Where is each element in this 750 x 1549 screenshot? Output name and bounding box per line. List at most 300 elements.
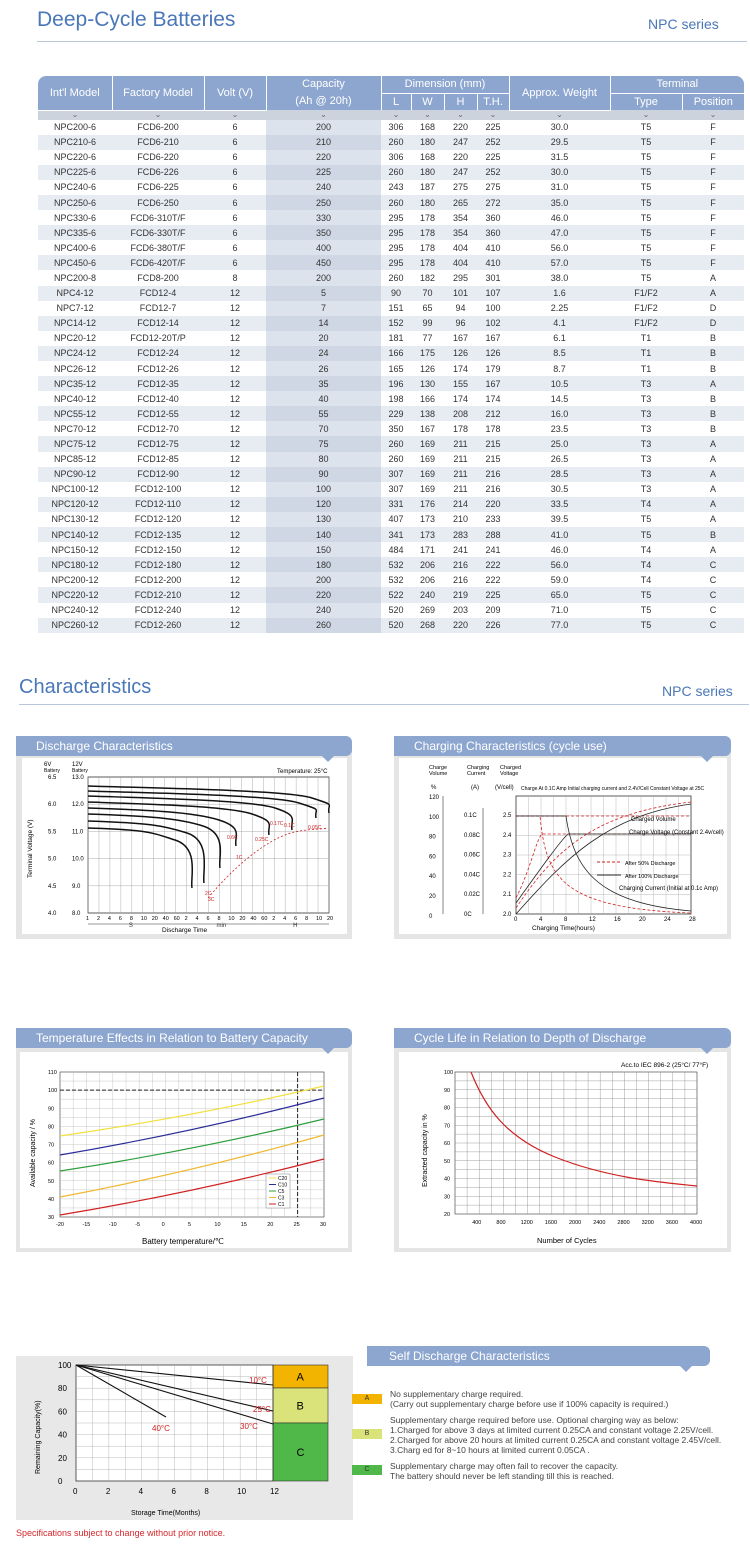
col-h: H	[444, 93, 477, 110]
x-tick: 6	[206, 916, 210, 922]
chevron-down-icon: ⌄	[392, 109, 400, 119]
unit-label: S	[128, 923, 133, 929]
sort-arrow-row	[38, 110, 744, 120]
x-tick: 4	[195, 916, 199, 922]
table-cell: 173	[419, 514, 436, 525]
zone-label: B	[296, 1400, 304, 1413]
table-row	[38, 346, 744, 361]
temperature-xlabel: Battery temperature/℃	[142, 1237, 224, 1246]
table-cell: D	[682, 316, 744, 331]
table-cell: 220	[452, 122, 469, 133]
y-tick-12v: 9.0	[72, 883, 81, 890]
table-cell: 178	[419, 242, 436, 253]
y-tick-12v: 8.0	[72, 911, 81, 917]
table-cell: 212	[477, 406, 509, 421]
table-cell: 30.0	[550, 122, 569, 133]
table-cell: T3	[610, 467, 682, 482]
table-cell: 252	[477, 135, 509, 150]
table-cell: 180	[411, 165, 444, 180]
table-cell: FCD12-135	[112, 527, 204, 542]
table-cell: 6.1	[553, 333, 566, 344]
table-cell: 295	[381, 225, 411, 240]
x-tick: 28	[689, 917, 696, 923]
table-cell: T3	[640, 393, 652, 404]
note-c-1: Supplementary charge may often fail to recover the capacity.	[390, 1461, 619, 1471]
table-cell: 100	[485, 303, 501, 314]
table-cell: 196	[381, 376, 411, 391]
table-cell: FCD12-90	[112, 467, 204, 482]
table-cell: 77	[422, 333, 433, 344]
table-cell: 152	[381, 316, 411, 331]
col-capacity-sub: (Ah @ 20h)	[266, 93, 381, 110]
table-cell: 209	[485, 605, 501, 616]
x-tick: 10	[228, 916, 235, 922]
table-cell: T5	[610, 135, 682, 150]
table-cell: 532	[388, 574, 404, 585]
y-tick: 60	[444, 1141, 451, 1147]
unit-percent: %	[431, 785, 437, 791]
table-cell: 5	[266, 286, 381, 301]
table-cell: 12	[229, 605, 240, 616]
table-cell: 269	[419, 605, 436, 616]
table-cell: 260	[266, 618, 381, 633]
table-row	[38, 603, 744, 618]
table-cell: A	[710, 272, 717, 283]
table-cell: FCD12-26	[137, 363, 179, 374]
table-cell: FCD6-226	[112, 165, 204, 180]
x-tick: 40	[250, 916, 257, 922]
chevron-down-icon: ⌄	[320, 109, 327, 119]
y-tick: 90	[444, 1087, 451, 1094]
table-cell: T4	[610, 557, 682, 572]
table-cell: 175	[411, 346, 444, 361]
table-cell: F	[710, 152, 716, 163]
table-cell: 96	[444, 316, 477, 331]
table-cell: 520	[388, 605, 404, 616]
col-dimension: Dimension (mm)	[381, 76, 509, 93]
table-cell: 180	[411, 195, 444, 210]
x-tick: 4	[539, 917, 543, 923]
table-cell: 241	[452, 544, 469, 555]
temperature-chart-area	[20, 1052, 348, 1248]
badge-a: A	[352, 1394, 382, 1404]
y-tick-volume: 0	[429, 913, 433, 920]
table-cell: T4	[640, 574, 652, 585]
table-cell: 229	[381, 406, 411, 421]
cycle-tab: Cycle Life in Relation to Depth of Discharge	[394, 1028, 731, 1048]
discharge-curve	[88, 821, 204, 883]
table-cell: 31.0	[550, 182, 569, 193]
table-cell: FCD12-260	[112, 618, 204, 633]
table-cell: 307	[388, 484, 404, 495]
spec-table	[38, 76, 744, 633]
header-charge: Charge	[429, 765, 448, 771]
table-cell: FCD6-210	[112, 135, 204, 150]
table-cell: 99	[411, 316, 444, 331]
table-cell: 200	[266, 572, 381, 587]
self-xlabel: Storage Time(Months)	[131, 1510, 201, 1517]
table-cell: T1	[610, 346, 682, 361]
table-cell: A	[710, 484, 717, 495]
x-tick: 6	[294, 916, 298, 922]
table-cell: 12	[204, 436, 266, 451]
table-cell: 30.0	[509, 165, 610, 180]
temp-label: 10°C	[249, 1376, 267, 1385]
table-cell: T3	[640, 484, 652, 495]
table-cell: 520	[381, 618, 411, 633]
x-tick: 10	[316, 916, 323, 922]
table-cell: A	[682, 467, 744, 482]
x-tick: 0	[73, 1487, 78, 1496]
curve-label: 0.05C	[308, 825, 322, 831]
table-cell: 215	[477, 436, 509, 451]
table-cell: FCD12-200	[134, 574, 182, 585]
chevron-down-icon: ⌄	[231, 109, 239, 119]
table-cell: T5	[610, 165, 682, 180]
x-tick: 2000	[569, 1220, 582, 1226]
table-cell: 12	[229, 303, 240, 314]
table-cell: 247	[444, 135, 477, 150]
table-cell: 6	[232, 182, 238, 193]
table-cell: B	[710, 423, 717, 434]
table-cell: NPC220-6	[53, 152, 97, 163]
table-row	[38, 120, 744, 135]
y-tick-voltage: 2.3	[503, 852, 512, 859]
cycle-ylabel: Extracted capacity in %	[422, 1114, 429, 1187]
table-cell: 252	[477, 165, 509, 180]
x-tick: 1	[86, 916, 90, 922]
x-tick: -5	[135, 1222, 141, 1228]
unit-label: H	[293, 923, 298, 929]
series-label: NPC series	[648, 16, 719, 32]
col-weight: Approx. Weight	[509, 76, 610, 110]
discharge-tab: Discharge Characteristics	[16, 736, 352, 756]
table-cell: 307	[381, 467, 411, 482]
page-title: Deep-Cycle Batteries	[37, 8, 236, 31]
table-cell: 12	[229, 423, 240, 434]
x-tick: 4	[107, 916, 111, 922]
table-cell: 65.0	[509, 587, 610, 602]
x-tick: 6	[118, 916, 122, 922]
label-12v: 12V	[72, 762, 83, 768]
table-cell: 138	[411, 406, 444, 421]
table-cell: 220	[477, 497, 509, 512]
table-cell: 295	[452, 272, 469, 283]
table-cell: T5	[640, 212, 652, 223]
chevron-down-icon: ⌄	[489, 109, 497, 119]
table-cell: 1.6	[509, 286, 610, 301]
temp-label: 40°C	[152, 1424, 170, 1433]
table-cell: 12	[229, 454, 240, 465]
discharge-curve	[88, 791, 316, 818]
table-cell: 4.1	[509, 316, 610, 331]
table-cell: B	[710, 363, 717, 374]
curve-label: 0.25C	[255, 837, 269, 843]
x-tick: 6	[171, 1487, 176, 1496]
table-cell: 225	[266, 165, 381, 180]
header-current: Current	[467, 771, 486, 777]
badge-c: C	[352, 1465, 382, 1475]
table-cell: 12	[204, 557, 266, 572]
table-cell: 165	[388, 363, 404, 374]
y-tick: 70	[444, 1123, 451, 1130]
table-cell: 400	[266, 240, 381, 255]
table-cell: T5	[610, 618, 682, 633]
temp-label: 25°C	[253, 1405, 271, 1414]
table-cell: A	[682, 436, 744, 451]
table-cell: T5	[610, 225, 682, 240]
table-cell: 215	[485, 454, 501, 465]
table-cell: 24	[266, 346, 381, 361]
table-cell: 176	[411, 497, 444, 512]
table-cell: 12	[204, 587, 266, 602]
table-cell: B	[710, 393, 717, 404]
table-cell: 169	[419, 484, 436, 495]
table-cell: FCD12-20T/P	[130, 333, 186, 344]
y-tick-6v: 6.5	[48, 775, 57, 781]
table-cell: 243	[388, 182, 404, 193]
note-b-2: 1.Charged for above 3 days at limited current 0.25CA and constant voltage 2.25V/cell.	[390, 1425, 714, 1435]
badge-b: B	[352, 1429, 382, 1439]
table-cell: 268	[411, 618, 444, 633]
table-cell: A	[682, 286, 744, 301]
table-cell: 233	[485, 514, 501, 525]
table-cell: FCD12-14	[112, 316, 204, 331]
table-cell: 12	[204, 467, 266, 482]
table-cell: 23.5	[550, 423, 569, 434]
table-cell: FCD6-330T/F	[112, 225, 204, 240]
zone-label: C	[296, 1447, 305, 1459]
x-tick: 10	[214, 1222, 221, 1228]
table-cell: 167	[452, 333, 469, 344]
table-cell: 220	[444, 618, 477, 633]
y-tick-current: 0.06C	[464, 852, 481, 859]
temperature-chart	[20, 1052, 348, 1248]
y-tick: 20	[444, 1212, 451, 1218]
y-tick-6v: 4.0	[48, 911, 57, 917]
y-tick: 40	[58, 1430, 67, 1440]
self-ylabel: Remaining Capacity(%)	[35, 1400, 42, 1474]
table-row	[38, 527, 744, 542]
table-cell: 29.5	[509, 135, 610, 150]
table-cell: 100	[266, 482, 381, 497]
charging-note: Charge At 0.1C Amp Initial charging current and 2.4V/Cell Constant Voltage at 25C	[521, 786, 705, 792]
table-cell: T5	[610, 255, 682, 270]
x-tick: 10	[237, 1487, 247, 1496]
table-cell: B	[682, 527, 744, 542]
table-cell: T5	[610, 195, 682, 210]
chevron-down-icon: ⌄	[424, 109, 431, 119]
table-cell: 210	[266, 135, 381, 150]
table-cell: T5	[640, 152, 652, 163]
table-cell: NPC240-6	[53, 182, 97, 193]
table-cell: 57.0	[509, 255, 610, 270]
table-cell: FCD12-240	[134, 605, 182, 616]
table-cell: 225	[485, 152, 501, 163]
table-cell: 220	[266, 150, 381, 165]
table-cell: 532	[381, 557, 411, 572]
y-tick: 20	[58, 1453, 67, 1463]
legend-label: C3	[278, 1195, 285, 1202]
table-cell: 71.0	[550, 605, 569, 616]
y-tick-6v: 5.5	[48, 829, 57, 836]
legend-100: After 100% Discharge	[625, 874, 679, 880]
table-cell: T3	[610, 406, 682, 421]
table-cell: 211	[453, 484, 468, 495]
table-cell: FCD12-75	[112, 436, 204, 451]
cycle-chart	[399, 1052, 727, 1248]
x-tick: 12	[589, 917, 596, 923]
table-cell: 107	[477, 286, 509, 301]
table-cell: 214	[444, 497, 477, 512]
discharge-ylabel: Terminal Voltage (V)	[27, 819, 34, 878]
table-cell: 206	[419, 574, 436, 585]
table-cell: 187	[419, 182, 436, 193]
legend-label: C20	[278, 1176, 288, 1182]
table-row	[38, 512, 744, 527]
table-cell: 407	[388, 514, 404, 525]
self-discharge-chart	[16, 1356, 353, 1520]
table-cell: 306	[388, 152, 404, 163]
table-cell: 77.0	[509, 618, 610, 633]
table-cell: 350	[388, 423, 404, 434]
y-tick: 40	[48, 1196, 55, 1203]
table-cell: 260	[381, 165, 411, 180]
table-cell: NPC7-12	[56, 303, 94, 314]
table-cell: 12	[229, 514, 240, 525]
table-cell: 12	[229, 484, 240, 495]
self-discharge-tab: Self Discharge Characteristics	[367, 1346, 710, 1366]
y-tick: 30	[444, 1194, 451, 1201]
discharge-xlabel: Discharge Time	[162, 927, 208, 934]
table-cell: 12	[204, 316, 266, 331]
table-row	[38, 572, 744, 587]
table-cell: 155	[444, 376, 477, 391]
table-cell: 126	[477, 346, 509, 361]
y-tick-volume: 100	[429, 814, 440, 821]
x-tick: 40	[162, 916, 169, 922]
table-cell: 6	[204, 255, 266, 270]
discharge-curve	[88, 796, 292, 830]
table-cell: NPC55-12	[38, 406, 112, 421]
table-cell: 260	[381, 436, 411, 451]
table-row	[38, 587, 744, 602]
table-cell: 174	[452, 393, 469, 404]
table-cell: 220	[452, 152, 469, 163]
table-cell: 288	[477, 527, 509, 542]
y-tick-6v: 6.0	[48, 802, 57, 809]
table-cell: FCD6-310T/F	[130, 212, 186, 223]
x-tick: -20	[56, 1222, 64, 1228]
table-cell: 295	[388, 242, 404, 253]
table-cell: 6	[232, 152, 238, 163]
table-cell: 30.5	[550, 484, 569, 495]
table-cell: F	[710, 182, 716, 193]
header-divider	[37, 41, 747, 42]
header-voltage: Voltage	[500, 771, 519, 777]
table-cell: NPC85-12	[53, 454, 97, 465]
y-tick: 90	[48, 1106, 55, 1113]
table-cell: 12	[229, 393, 240, 404]
table-cell: 275	[452, 182, 469, 193]
note-b-4: 3.Charg ed for 8~10 hours at limited current 0.05CA .	[390, 1445, 590, 1455]
table-row	[38, 452, 744, 467]
table-cell: NPC250-6	[38, 195, 112, 210]
table-cell: 35	[266, 376, 381, 391]
table-cell: NPC140-12	[38, 527, 112, 542]
x-tick: 8	[564, 917, 568, 923]
table-cell: 354	[452, 212, 469, 223]
table-cell: 2.25	[550, 303, 569, 314]
table-cell: NPC90-12	[38, 467, 112, 482]
discharge-temperature: Temperature: 25°C	[277, 769, 328, 775]
col-volt: Volt (V)	[204, 76, 266, 110]
table-cell: 250	[266, 195, 381, 210]
x-tick: 24	[664, 917, 671, 923]
table-cell: 173	[411, 527, 444, 542]
table-cell: 174	[452, 363, 469, 374]
table-row	[38, 557, 744, 572]
note-a-1: No supplementary charge required.	[390, 1389, 524, 1399]
col-type: Type	[610, 93, 682, 110]
table-cell: FCD12-150	[134, 544, 182, 555]
y-tick-volume: 120	[429, 795, 440, 801]
table-cell: 12	[204, 286, 266, 301]
table-cell: FCD12-4	[112, 286, 204, 301]
table-cell: 12	[229, 333, 240, 344]
table-cell: FCD12-55	[112, 406, 204, 421]
table-cell: NPC100-12	[51, 484, 99, 495]
col-position: Position	[682, 93, 744, 110]
table-cell: 220	[266, 587, 381, 602]
table-cell: NPC260-12	[38, 618, 112, 633]
curve-label: 3C	[208, 897, 215, 903]
curve-label: 1C	[236, 855, 243, 861]
table-cell: 330	[266, 210, 381, 225]
table-cell: 47.0	[509, 225, 610, 240]
y-tick: 40	[444, 1176, 451, 1183]
table-cell: 12	[229, 544, 240, 555]
table-cell: 331	[381, 497, 411, 512]
legend-label: C1	[278, 1202, 285, 1208]
charging-chart-area	[399, 758, 727, 934]
table-cell: A	[710, 514, 717, 525]
table-row	[38, 180, 744, 195]
table-cell: NPC75-12	[38, 436, 112, 451]
table-cell: NPC130-12	[51, 514, 99, 525]
table-cell: NPC225-6	[38, 165, 112, 180]
table-cell: 6	[204, 225, 266, 240]
table-cell: T5	[640, 272, 652, 283]
table-cell: 404	[452, 242, 469, 253]
temp-label: 30°C	[240, 1422, 258, 1431]
table-cell: 226	[477, 618, 509, 633]
y-tick-voltage: 2.2	[503, 872, 512, 879]
table-cell: 70	[411, 286, 444, 301]
table-cell: 56.0	[550, 242, 569, 253]
curve-label: 0.1C	[284, 823, 295, 829]
table-cell: 272	[477, 195, 509, 210]
table-cell: FCD12-85	[137, 454, 179, 465]
table-cell: 101	[444, 286, 477, 301]
table-cell: 12	[204, 527, 266, 542]
x-tick: 16	[614, 917, 621, 923]
x-tick: 8	[305, 916, 309, 922]
table-cell: NPC20-12	[53, 333, 97, 344]
table-row	[38, 436, 744, 451]
x-tick: 8	[217, 916, 221, 922]
cycle-xlabel: Number of Cycles	[537, 1236, 597, 1245]
